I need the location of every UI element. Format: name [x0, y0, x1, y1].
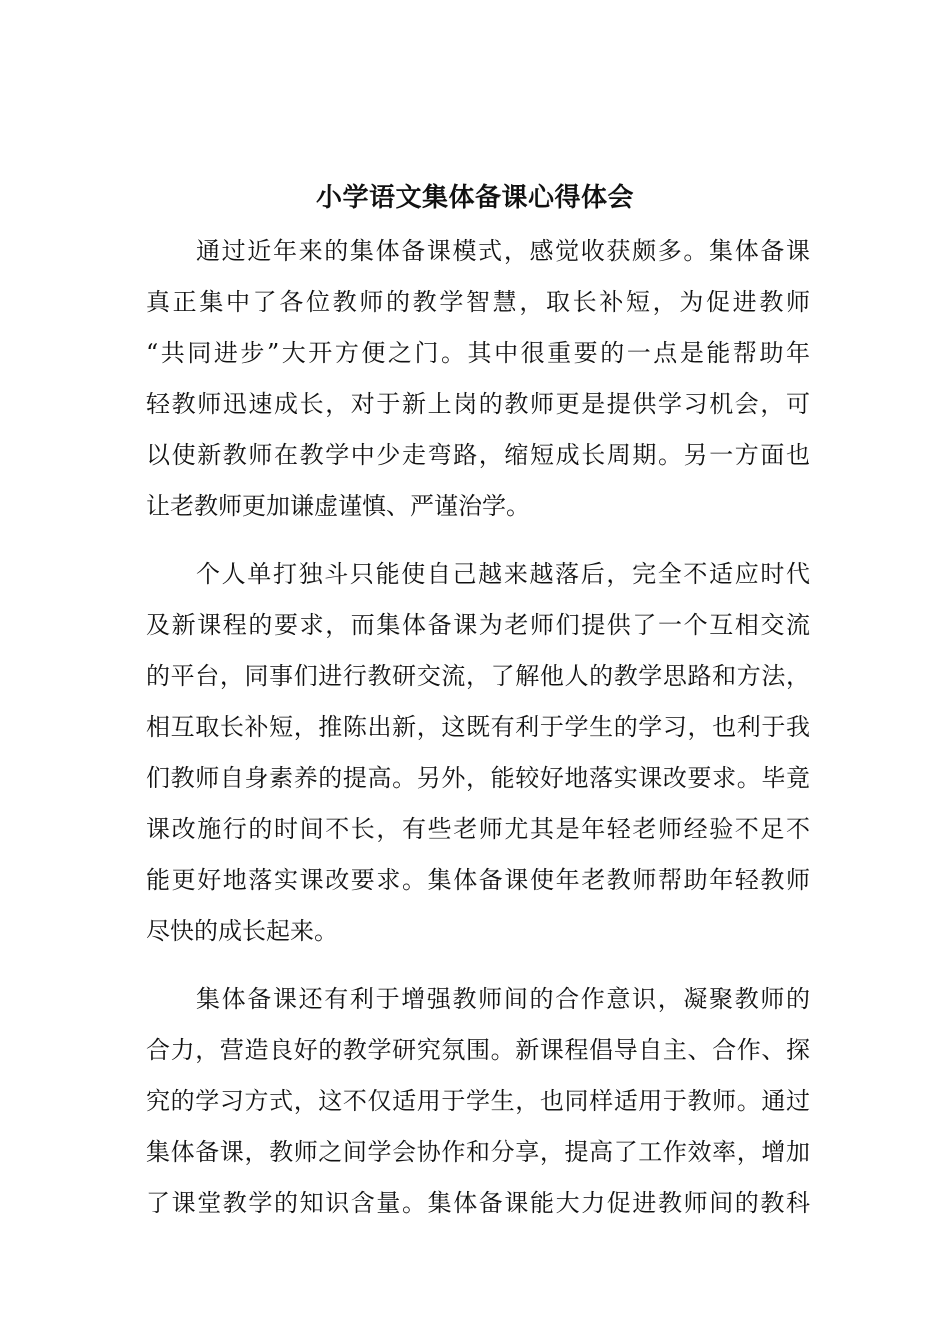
paragraph-line: “共同进步”大开方便之门。其中很重要的一点是能帮助年	[146, 339, 810, 367]
document-body	[146, 226, 810, 1229]
paragraph-line: 集体备课还有利于增强教师间的合作意识，凝聚教师的	[196, 985, 810, 1013]
paragraph-line: 通过近年来的集体备课模式，感觉收获颇多。集体备课	[196, 237, 810, 265]
paragraph-line: 真正集中了各位教师的教学智慧，取长补短，为促进教师	[146, 288, 810, 316]
paragraph-line: 究的学习方式，这不仅适用于学生，也同样适用于教师。通过	[146, 1087, 810, 1115]
paragraph-spacer	[146, 532, 810, 549]
paragraph-line: 能更好地落实课改要求。集体备课使年老教师帮助年轻教师	[146, 866, 810, 894]
paragraph-line: 让老教师更加谦虚谨慎、严谨治学。	[146, 492, 530, 520]
paragraph-line: 们教师自身素养的提高。另外，能较好地落实课改要求。毕竟	[146, 764, 810, 792]
document-title: 小学语文集体备课心得体会	[315, 183, 634, 213]
paragraph-line: 相互取长补短，推陈出新，这既有利于学生的学习，也利于我	[146, 713, 810, 741]
paragraph-line: 轻教师迅速成长，对于新上岗的教师更是提供学习机会，可	[146, 390, 810, 418]
paragraph-line: 个人单打独斗只能使自己越来越落后，完全不适应时代	[196, 560, 810, 588]
paragraph-1	[146, 226, 810, 532]
paragraph-line: 了课堂教学的知识含量。集体备课能大力促进教师间的教科	[146, 1189, 810, 1217]
paragraph-line: 及新课程的要求，而集体备课为老师们提供了一个互相交流	[146, 611, 810, 639]
paragraph-3	[146, 974, 810, 1229]
paragraph-line: 合力，营造良好的教学研究氛围。新课程倡导自主、合作、探	[146, 1036, 810, 1064]
paragraph-line: 以使新教师在教学中少走弯路，缩短成长周期。另一方面也	[146, 441, 810, 469]
paragraph-line: 课改施行的时间不长，有些老师尤其是年轻老师经验不足不	[146, 815, 810, 843]
paragraph-line: 的平台，同事们进行教研交流，了解他人的教学思路和方法，	[146, 662, 810, 690]
paragraph-line: 集体备课，教师之间学会协作和分享，提高了工作效率，增加	[146, 1138, 810, 1166]
paragraph-line: 尽快的成长起来。	[146, 917, 338, 945]
paragraph-spacer	[146, 957, 810, 974]
paragraph-2	[146, 549, 810, 957]
